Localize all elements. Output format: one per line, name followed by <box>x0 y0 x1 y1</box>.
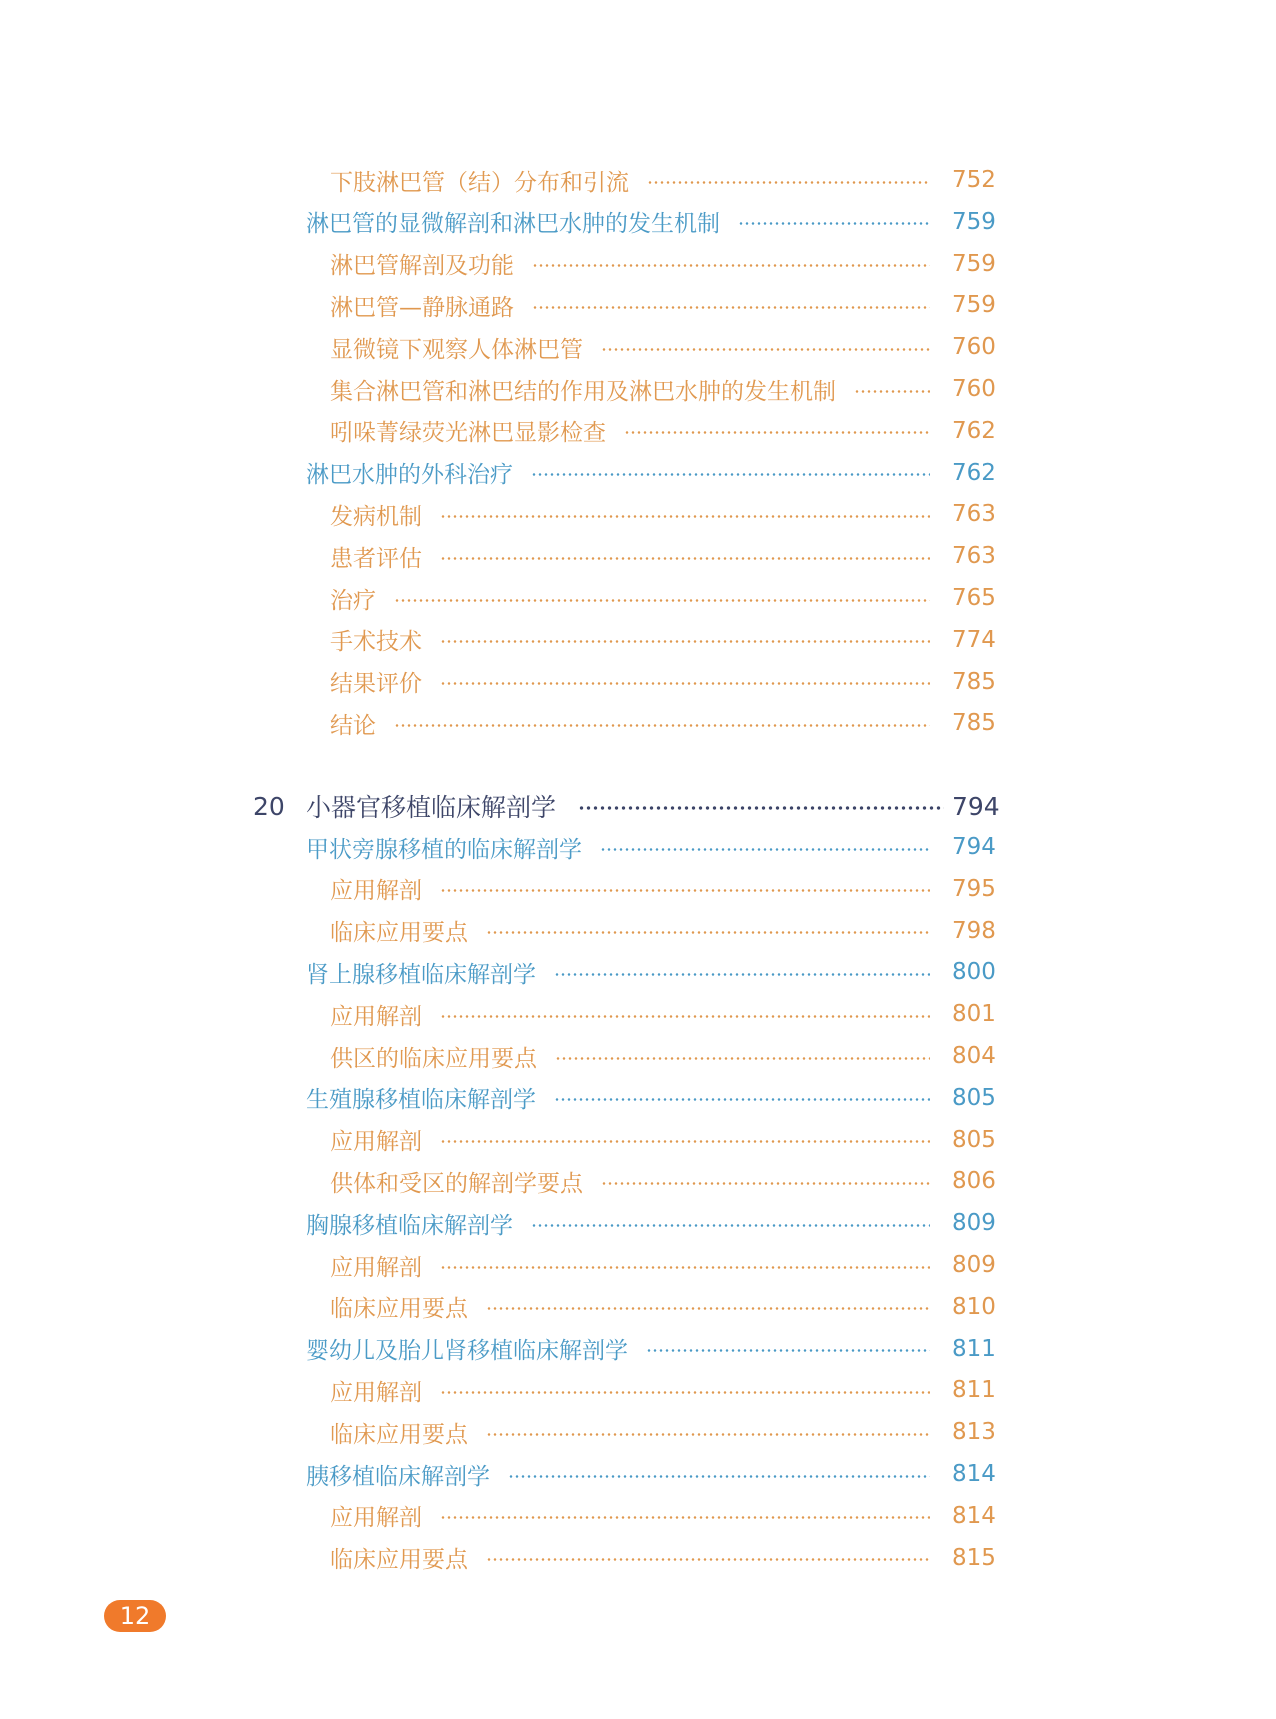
entry-page-number: 762 <box>952 459 996 486</box>
entry-title: 应用解剖 <box>330 1129 422 1156</box>
dot-leader <box>440 640 930 643</box>
toc-subsection-entry[interactable] <box>330 1412 1004 1452</box>
dot-leader <box>554 973 930 976</box>
entry-page-number: 763 <box>952 501 996 528</box>
toc-subsection-entry[interactable] <box>330 869 1004 909</box>
entry-page-number: 814 <box>952 1502 996 1529</box>
entry-page-number: 785 <box>952 710 996 737</box>
toc-subsection-entry[interactable] <box>330 160 1004 200</box>
entry-title: 下肢淋巴管（结）分布和引流 <box>330 169 629 196</box>
toc-subsection-entry[interactable] <box>330 1287 1004 1327</box>
entry-title: 集合淋巴管和淋巴结的作用及淋巴水肿的发生机制 <box>330 378 836 405</box>
toc-subsection-entry[interactable] <box>330 703 1004 743</box>
toc-subsection-entry[interactable] <box>330 911 1004 951</box>
toc-subsection-entry[interactable] <box>330 1370 1004 1410</box>
entry-page-number: 760 <box>952 376 996 402</box>
toc-section-entry[interactable] <box>306 1078 1004 1118</box>
entry-page-number: 810 <box>952 1293 996 1320</box>
dot-leader <box>508 1475 930 1478</box>
toc-subsection-entry[interactable] <box>330 1245 1004 1285</box>
toc-subsection-entry[interactable] <box>330 662 1004 702</box>
dot-leader <box>486 931 930 934</box>
entry-page-number: 759 <box>952 292 996 319</box>
entry-title: 应用解剖 <box>330 1254 422 1281</box>
entry-title: 应用解剖 <box>330 1505 422 1532</box>
toc-subsection-entry[interactable] <box>330 285 1004 325</box>
chapter-title: 小器官移植临床解剖学 <box>306 793 557 822</box>
entry-page-number: 760 <box>952 334 996 361</box>
dot-leader <box>486 1558 930 1561</box>
toc-subsection-entry[interactable] <box>330 327 1004 367</box>
dot-leader <box>646 1349 930 1352</box>
entry-title: 吲哚菁绿荧光淋巴显影检查 <box>330 420 606 447</box>
entry-title: 患者评估 <box>330 545 422 572</box>
entry-title: 胰移植临床解剖学 <box>306 1463 490 1490</box>
entry-page-number: 806 <box>952 1168 996 1195</box>
toc-section-entry[interactable] <box>306 1203 1004 1243</box>
entry-page-number: 794 <box>952 834 996 860</box>
entry-title: 发病机制 <box>330 503 422 530</box>
entry-title: 临床应用要点 <box>330 1547 468 1574</box>
dot-leader <box>394 599 930 602</box>
entry-page-number: 814 <box>952 1461 996 1487</box>
chapter-number: 20 <box>253 791 285 821</box>
dot-leader <box>440 1516 930 1519</box>
dot-leader <box>486 1433 930 1436</box>
toc-section-entry[interactable] <box>306 1454 1004 1494</box>
toc-section-entry[interactable] <box>306 202 1004 242</box>
toc-section-entry[interactable] <box>306 1329 1004 1369</box>
entry-title: 临床应用要点 <box>330 920 468 947</box>
dot-leader <box>647 181 930 184</box>
entry-page-number: 809 <box>952 1252 996 1278</box>
dot-leader <box>440 557 930 560</box>
entry-title: 临床应用要点 <box>330 1296 468 1323</box>
entry-page-number: 759 <box>952 250 996 277</box>
dot-leader <box>854 390 930 393</box>
dot-leader <box>738 222 930 225</box>
dot-leader <box>440 1015 930 1018</box>
entry-title: 临床应用要点 <box>330 1421 468 1448</box>
dot-leader <box>531 1224 930 1227</box>
chapter-page-number: 794 <box>952 791 1000 821</box>
toc-subsection-entry[interactable] <box>330 494 1004 534</box>
entry-title: 供体和受区的解剖学要点 <box>330 1170 583 1197</box>
entry-title: 淋巴管的显微解剖和淋巴水肿的发生机制 <box>306 211 720 238</box>
entry-page-number: 798 <box>952 917 996 944</box>
entry-title: 淋巴水肿的外科治疗 <box>306 462 513 489</box>
dot-leader <box>601 1182 930 1185</box>
dot-leader <box>555 1057 930 1060</box>
toc-section-entry[interactable] <box>306 827 1004 867</box>
dot-leader <box>578 806 944 810</box>
dot-leader <box>440 1266 930 1269</box>
toc-subsection-entry[interactable] <box>330 536 1004 576</box>
entry-title: 淋巴管解剖及功能 <box>330 253 514 280</box>
dot-leader <box>624 431 930 434</box>
entry-title: 胸腺移植临床解剖学 <box>306 1212 513 1239</box>
toc-section-entry[interactable] <box>306 453 1004 493</box>
dot-leader <box>601 348 930 351</box>
page-number-badge: 12 <box>104 1600 166 1632</box>
entry-page-number: 805 <box>952 1084 996 1111</box>
entry-page-number: 804 <box>952 1043 996 1069</box>
entry-page-number: 815 <box>952 1544 996 1571</box>
dot-leader <box>554 1098 930 1101</box>
entry-page-number: 800 <box>952 959 996 986</box>
dot-leader <box>440 682 930 685</box>
entry-page-number: 763 <box>952 543 996 570</box>
entry-page-number: 795 <box>952 875 996 902</box>
entry-title: 显微镜下观察人体淋巴管 <box>330 336 583 363</box>
entry-title: 甲状旁腺移植的临床解剖学 <box>306 836 582 863</box>
toc-subsection-entry[interactable] <box>330 1496 1004 1536</box>
entry-title: 结论 <box>330 712 376 739</box>
dot-leader <box>440 1140 930 1143</box>
entry-title: 婴幼儿及胎儿肾移植临床解剖学 <box>306 1338 628 1365</box>
toc-subsection-entry[interactable] <box>330 1120 1004 1160</box>
entry-page-number: 752 <box>952 167 996 193</box>
toc-subsection-entry[interactable] <box>330 578 1004 618</box>
entry-page-number: 811 <box>952 1377 996 1404</box>
entry-page-number: 765 <box>952 585 996 611</box>
entry-title: 供区的临床应用要点 <box>330 1045 537 1072</box>
toc-subsection-entry[interactable] <box>330 369 1004 409</box>
dot-leader <box>440 515 930 518</box>
dot-leader <box>440 889 930 892</box>
chapter-heading[interactable] <box>253 784 1004 828</box>
dot-leader <box>532 306 930 309</box>
entry-title: 肾上腺移植临床解剖学 <box>306 961 536 988</box>
entry-title: 应用解剖 <box>330 1379 422 1406</box>
toc-subsection-entry[interactable] <box>330 244 1004 284</box>
toc-subsection-entry[interactable] <box>330 994 1004 1034</box>
entry-title: 治疗 <box>330 587 376 614</box>
entry-title: 应用解剖 <box>330 1003 422 1030</box>
entry-page-number: 785 <box>952 668 996 695</box>
dot-leader <box>394 724 930 727</box>
toc-section-entry[interactable] <box>306 952 1004 992</box>
toc-subsection-entry[interactable] <box>330 1538 1004 1578</box>
toc-subsection-entry[interactable] <box>330 411 1004 451</box>
entry-title: 生殖腺移植临床解剖学 <box>306 1087 536 1114</box>
dot-leader <box>440 1391 930 1394</box>
dot-leader <box>532 264 930 267</box>
entry-page-number: 759 <box>952 208 996 235</box>
entry-title: 应用解剖 <box>330 878 422 905</box>
entry-title: 手术技术 <box>330 629 422 656</box>
toc-subsection-entry[interactable] <box>330 620 1004 660</box>
toc-subsection-entry[interactable] <box>330 1036 1004 1076</box>
entry-page-number: 805 <box>952 1126 996 1153</box>
dot-leader <box>531 473 930 476</box>
entry-page-number: 813 <box>952 1419 996 1446</box>
dot-leader <box>486 1307 930 1310</box>
toc-subsection-entry[interactable] <box>330 1161 1004 1201</box>
dot-leader <box>600 848 930 851</box>
entry-page-number: 762 <box>952 417 996 444</box>
entry-page-number: 801 <box>952 1001 996 1028</box>
entry-page-number: 774 <box>952 626 996 653</box>
entry-title: 结果评价 <box>330 671 422 698</box>
entry-page-number: 811 <box>952 1335 996 1362</box>
entry-title: 淋巴管—静脉通路 <box>330 294 514 321</box>
entry-page-number: 809 <box>952 1210 996 1237</box>
